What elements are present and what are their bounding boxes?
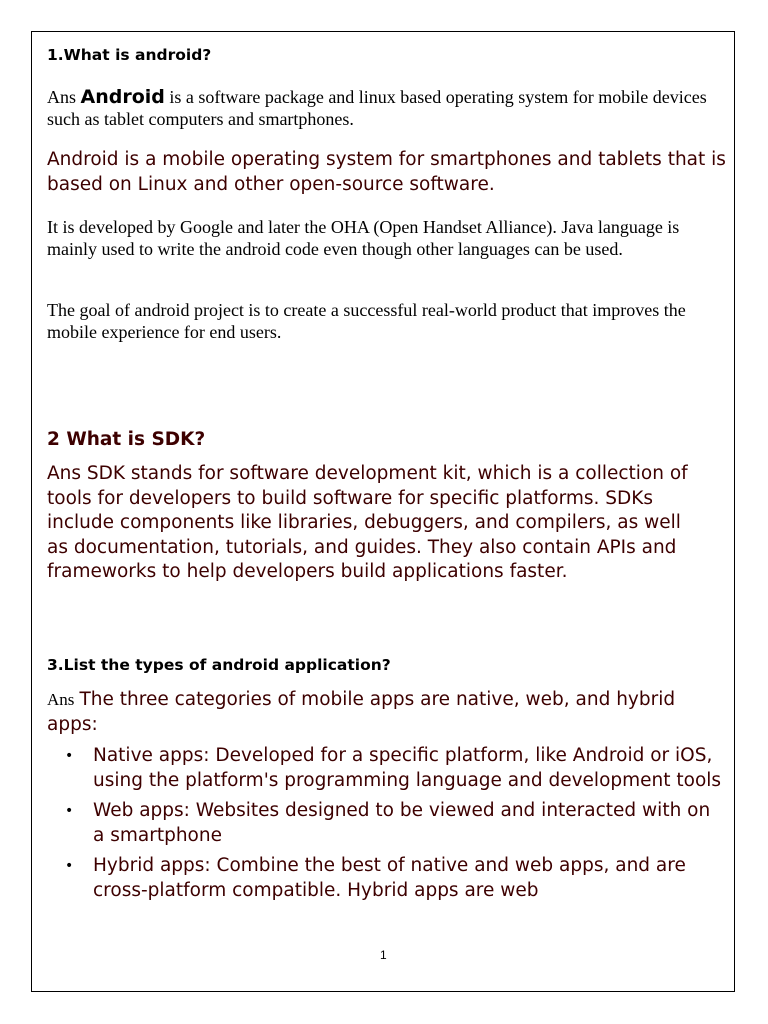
list-item-text: Web apps: Websites designed to be viewed and interacted with on a smartphone	[93, 800, 711, 846]
question-3-intro	[47, 688, 707, 737]
answer-label: Ans	[47, 690, 75, 709]
intro-text: The three categories of mobile apps are native, web, and hybrid apps:	[47, 689, 676, 735]
answer-label: Ans	[47, 87, 77, 107]
list-item	[47, 799, 727, 848]
question-1-answer	[47, 86, 707, 130]
android-definition-paragraph: Android is a mobile operating system for smartphones and tablets that is based on Linux and other open-source software.	[47, 149, 726, 195]
question-1-heading: 1.What is android?	[47, 46, 212, 64]
question-2-heading: 2 What is SDK?	[47, 429, 206, 450]
bullet-icon: •	[65, 858, 74, 874]
app-types-list	[47, 744, 727, 909]
bullet-icon: •	[65, 803, 74, 819]
list-item-text: Native apps: Developed for a specific platform, like Android or iOS, using the platform's programming language and development tools	[93, 745, 722, 791]
android-keyword: Android	[80, 86, 165, 108]
bullet-icon: •	[65, 748, 74, 764]
goal-paragraph: The goal of android project is to create a successful real-world product that improves the mobile experience for end users.	[47, 300, 686, 342]
answer-text: is a software package and linux based operating system for mobile devices such as tablet computers and smartphones.	[47, 87, 707, 129]
list-item-text: Hybrid apps: Combine the best of native and web apps, and are cross-platform compatible. Hybrid apps are web	[93, 855, 686, 901]
developer-paragraph: It is developed by Google and later the OHA (Open Handset Alliance). Java language is mainly used to write the android code even though other languages can be used.	[47, 217, 680, 259]
list-item	[47, 744, 727, 793]
question-2-answer: Ans SDK stands for software development kit, which is a collection of tools for developers to build software for specific platforms. SDKs include components like libraries, debuggers, and compilers, as well as documentation, tutorials, and guides. They also contain APIs and frameworks to help developers build applications faster.	[47, 463, 688, 582]
page-number: 1	[380, 948, 387, 962]
question-3-heading: 3.List the types of android application?	[47, 656, 391, 674]
list-item	[47, 854, 727, 903]
